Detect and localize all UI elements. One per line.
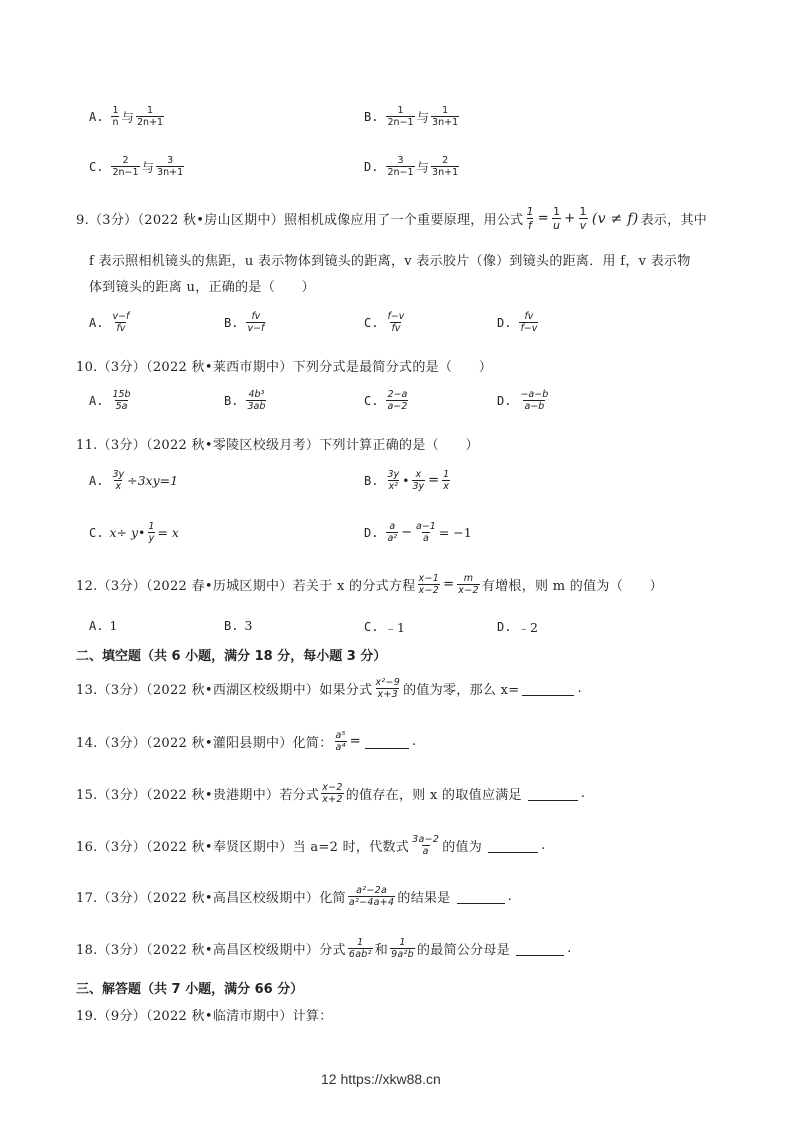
option-label: A. bbox=[89, 393, 104, 408]
fraction: $\frac{3y}{\text{x²}}$ bbox=[387, 469, 400, 492]
fraction: $\frac{1}{3n+1}$ bbox=[432, 105, 459, 128]
option-label: D. bbox=[497, 315, 512, 330]
fraction: $\frac{f-v}{fv}$ bbox=[387, 311, 405, 334]
expression-text: x÷ y• bbox=[109, 525, 146, 541]
fraction: $\frac{3}{2n-1}$ bbox=[387, 155, 414, 178]
q12-option-d bbox=[497, 618, 538, 636]
question-17 bbox=[76, 886, 512, 908]
answer-blank[interactable] bbox=[516, 941, 564, 956]
fraction: $\frac{x-2}{x+2}$ bbox=[322, 782, 343, 805]
fraction: $\frac{\text{4b³}}{3ab}$ bbox=[247, 389, 266, 412]
option-label: C. bbox=[89, 525, 104, 540]
q10-option-d bbox=[497, 390, 551, 412]
option-label: C. bbox=[364, 315, 379, 330]
question-text: 15.（3分）（2022 秋•贵港期中）若分式 bbox=[76, 788, 320, 804]
option-label: C. bbox=[89, 159, 104, 174]
option-value: 1 bbox=[109, 618, 118, 633]
equals-sign: = bbox=[428, 473, 440, 489]
fraction: $\frac{a-1}{a}$ bbox=[416, 521, 436, 544]
q9-option-d bbox=[497, 312, 540, 334]
answer-blank[interactable] bbox=[522, 681, 574, 696]
option-label: C. bbox=[364, 393, 379, 408]
fraction: $\frac{2}{2n-1}$ bbox=[112, 155, 139, 178]
question-text: 的结果是 bbox=[397, 891, 451, 907]
answer-blank[interactable] bbox=[457, 889, 505, 904]
option-label: C. bbox=[364, 620, 379, 634]
fraction: $\frac{-a-b}{a-b}$ bbox=[520, 389, 549, 412]
q8-option-b bbox=[364, 106, 461, 128]
fraction: $\frac{1}{x}$ bbox=[443, 469, 450, 492]
question-text: 有增根，则 m 的值为（ ） bbox=[481, 579, 663, 595]
fraction: $\frac{1}{2n+1}$ bbox=[137, 105, 164, 128]
option-label: D. bbox=[364, 525, 379, 540]
question-text: 表示，其中 bbox=[640, 213, 708, 229]
fraction: $\frac{\text{x²−9}}{x+3}$ bbox=[375, 677, 401, 700]
option-label: D. bbox=[364, 159, 379, 174]
answer-blank[interactable] bbox=[488, 838, 538, 853]
question-text: 17.（3分）（2022 秋•高昌区校级期中）化简 bbox=[76, 891, 346, 907]
fraction: $\frac{3a-2}{a}$ bbox=[412, 834, 440, 857]
equals-sign: = bbox=[443, 577, 455, 593]
option-label: A. bbox=[89, 618, 104, 633]
connector-text: 与 bbox=[121, 109, 135, 125]
connector-text: 与 bbox=[141, 159, 155, 175]
expression-text: ÷3xy=1 bbox=[127, 473, 179, 489]
option-label: B. bbox=[224, 618, 239, 633]
question-9-stem bbox=[76, 206, 707, 231]
fraction: $\frac{1}{u}$ bbox=[552, 205, 561, 232]
condition: (v ≠ f) bbox=[591, 210, 639, 227]
q8-option-d bbox=[364, 156, 461, 178]
q12-option-b bbox=[224, 618, 252, 633]
q10-option-c bbox=[364, 390, 410, 412]
q12-option-a bbox=[89, 618, 117, 633]
q10-option-a bbox=[89, 390, 134, 412]
q12-option-c bbox=[364, 618, 405, 636]
q11-option-a bbox=[89, 470, 178, 492]
fraction: $\frac{2}{3n+1}$ bbox=[432, 155, 459, 178]
option-label: B. bbox=[364, 109, 379, 124]
fraction: $\frac{x}{3y}$ bbox=[412, 469, 425, 492]
fraction: $\frac{fv}{v-f}$ bbox=[247, 311, 265, 334]
expression-text: = −1 bbox=[438, 525, 472, 541]
page-footer: 12 https://xkw88.cn bbox=[321, 1071, 441, 1087]
period: . bbox=[577, 681, 582, 697]
q11-option-c bbox=[89, 522, 179, 544]
answer-blank[interactable] bbox=[528, 786, 578, 801]
question-13 bbox=[76, 678, 582, 700]
fraction: $\frac{1}{v}$ bbox=[579, 205, 587, 232]
period: . bbox=[507, 889, 513, 905]
fraction: $\frac{v-f}{fv}$ bbox=[112, 311, 130, 334]
question-text: 的值为 bbox=[442, 840, 483, 856]
question-text: 16.（3分）（2022 秋•奉贤区期中）当 a=2 时，代数式 bbox=[76, 840, 410, 856]
question-text: 的值存在，则 x 的取值应满足 bbox=[345, 788, 522, 804]
question-text: 的最简公分母是 bbox=[416, 943, 511, 959]
connector-text: 与 bbox=[416, 109, 430, 125]
question-9-line3: 体到镜头的距离 u，正确的是（ ） bbox=[89, 280, 315, 295]
fraction: $\frac{fv}{f-v}$ bbox=[520, 311, 538, 334]
fraction: $\frac{3y}{x}$ bbox=[112, 469, 125, 492]
answer-blank[interactable] bbox=[365, 734, 409, 749]
q9-option-c bbox=[364, 312, 407, 334]
plus-sign: + bbox=[564, 211, 576, 227]
option-label: D. bbox=[497, 393, 512, 408]
fraction: $\frac{x-1}{x-2}$ bbox=[418, 573, 440, 596]
q8-option-c bbox=[89, 156, 186, 178]
dot-operator: • bbox=[402, 473, 410, 489]
option-value: ﹣2 bbox=[517, 620, 538, 635]
option-label: A. bbox=[89, 315, 104, 330]
option-label: A. bbox=[89, 109, 104, 124]
fraction: $\frac{1}{2n-1}$ bbox=[387, 105, 414, 128]
q9-option-b bbox=[224, 312, 267, 334]
period: . bbox=[567, 941, 572, 957]
fraction: $\frac{m}{x-2}$ bbox=[458, 573, 479, 596]
fraction: $\frac{1}{\text{6ab²}}$ bbox=[348, 937, 372, 960]
fraction: $\frac{\text{a⁵}}{\text{a⁴}}$ bbox=[335, 730, 346, 753]
fraction: $\frac{1}{f}$ bbox=[526, 205, 534, 232]
question-11-stem: 11.（3分）（2022 秋•零陵区校级月考）下列计算正确的是（ ） bbox=[76, 438, 479, 453]
fraction: $\frac{3}{3n+1}$ bbox=[157, 155, 184, 178]
option-label: B. bbox=[224, 393, 239, 408]
question-text: 14.（3分）（2022 秋•灌阳县期中）化简： bbox=[76, 736, 333, 752]
question-18 bbox=[76, 938, 572, 960]
option-label: B. bbox=[364, 473, 379, 488]
option-value: ﹣1 bbox=[384, 620, 405, 635]
question-12-stem bbox=[76, 574, 663, 596]
option-label: D. bbox=[497, 620, 512, 634]
period: . bbox=[411, 734, 417, 750]
fraction: $\frac{2-a}{a-2}$ bbox=[387, 389, 408, 412]
question-19: 19.（9分）（2022 秋•临清市期中）计算： bbox=[76, 1009, 333, 1024]
question-text: 的值为零，那么 x= bbox=[403, 683, 520, 699]
q11-option-d bbox=[364, 522, 472, 544]
question-text: 9.（3分）（2022 秋•房山区期中）照相机成像应用了一个重要原理，用公式 bbox=[76, 213, 524, 229]
option-value: 3 bbox=[244, 618, 253, 633]
connector-text: 和 bbox=[374, 943, 389, 959]
connector-text: 与 bbox=[416, 159, 430, 175]
question-text: 12.（3分）（2022 春•历城区期中）若关于 x 的分式方程 bbox=[76, 579, 416, 595]
q11-option-b bbox=[364, 470, 452, 492]
option-label: B. bbox=[224, 315, 239, 330]
question-9-line2: f 表示照相机镜头的焦距，u 表示物体到镜头的距离，v 表示胶片（像）到镜头的距离．用 f，v 表示物 bbox=[89, 254, 691, 269]
section-heading-solutions: 三、解答题（共 7 小题，满分 66 分） bbox=[76, 982, 304, 997]
equals-sign: = bbox=[537, 211, 549, 227]
question-15 bbox=[76, 783, 585, 805]
fraction: $\frac{15b}{5a}$ bbox=[112, 389, 131, 412]
q8-option-a bbox=[89, 106, 166, 128]
question-text: 18.（3分）（2022 秋•高昌区校级期中）分式 bbox=[76, 943, 346, 959]
fraction: $\frac{a}{\text{a²}}$ bbox=[387, 521, 398, 544]
q9-option-a bbox=[89, 312, 132, 334]
fraction: $\frac{1}{n}$ bbox=[112, 105, 119, 128]
q10-option-b bbox=[224, 390, 268, 412]
minus-sign: − bbox=[401, 525, 412, 541]
question-text: 13.（3分）（2022 秋•西湖区校级期中）如果分式 bbox=[76, 683, 373, 699]
fraction: $\frac{1}{\text{9a²b}}$ bbox=[391, 937, 414, 960]
section-heading-fill-in: 二、填空题（共 6 小题，满分 18 分，每小题 3 分） bbox=[76, 649, 387, 664]
fraction: $\frac{1}{y}$ bbox=[148, 521, 155, 544]
period: . bbox=[580, 786, 586, 802]
expression-text: = x bbox=[157, 525, 179, 541]
question-14 bbox=[76, 731, 416, 753]
option-label: A. bbox=[89, 473, 104, 488]
question-16 bbox=[76, 835, 546, 857]
period: . bbox=[541, 838, 546, 854]
question-10-stem: 10.（3分）（2022 秋•莱西市期中）下列分式是最简分式的是（ ） bbox=[76, 360, 493, 375]
equals-sign: = bbox=[349, 734, 361, 750]
fraction: $\frac{\text{a²−2a}}{\text{a²−4a+4}}$ bbox=[348, 885, 395, 908]
